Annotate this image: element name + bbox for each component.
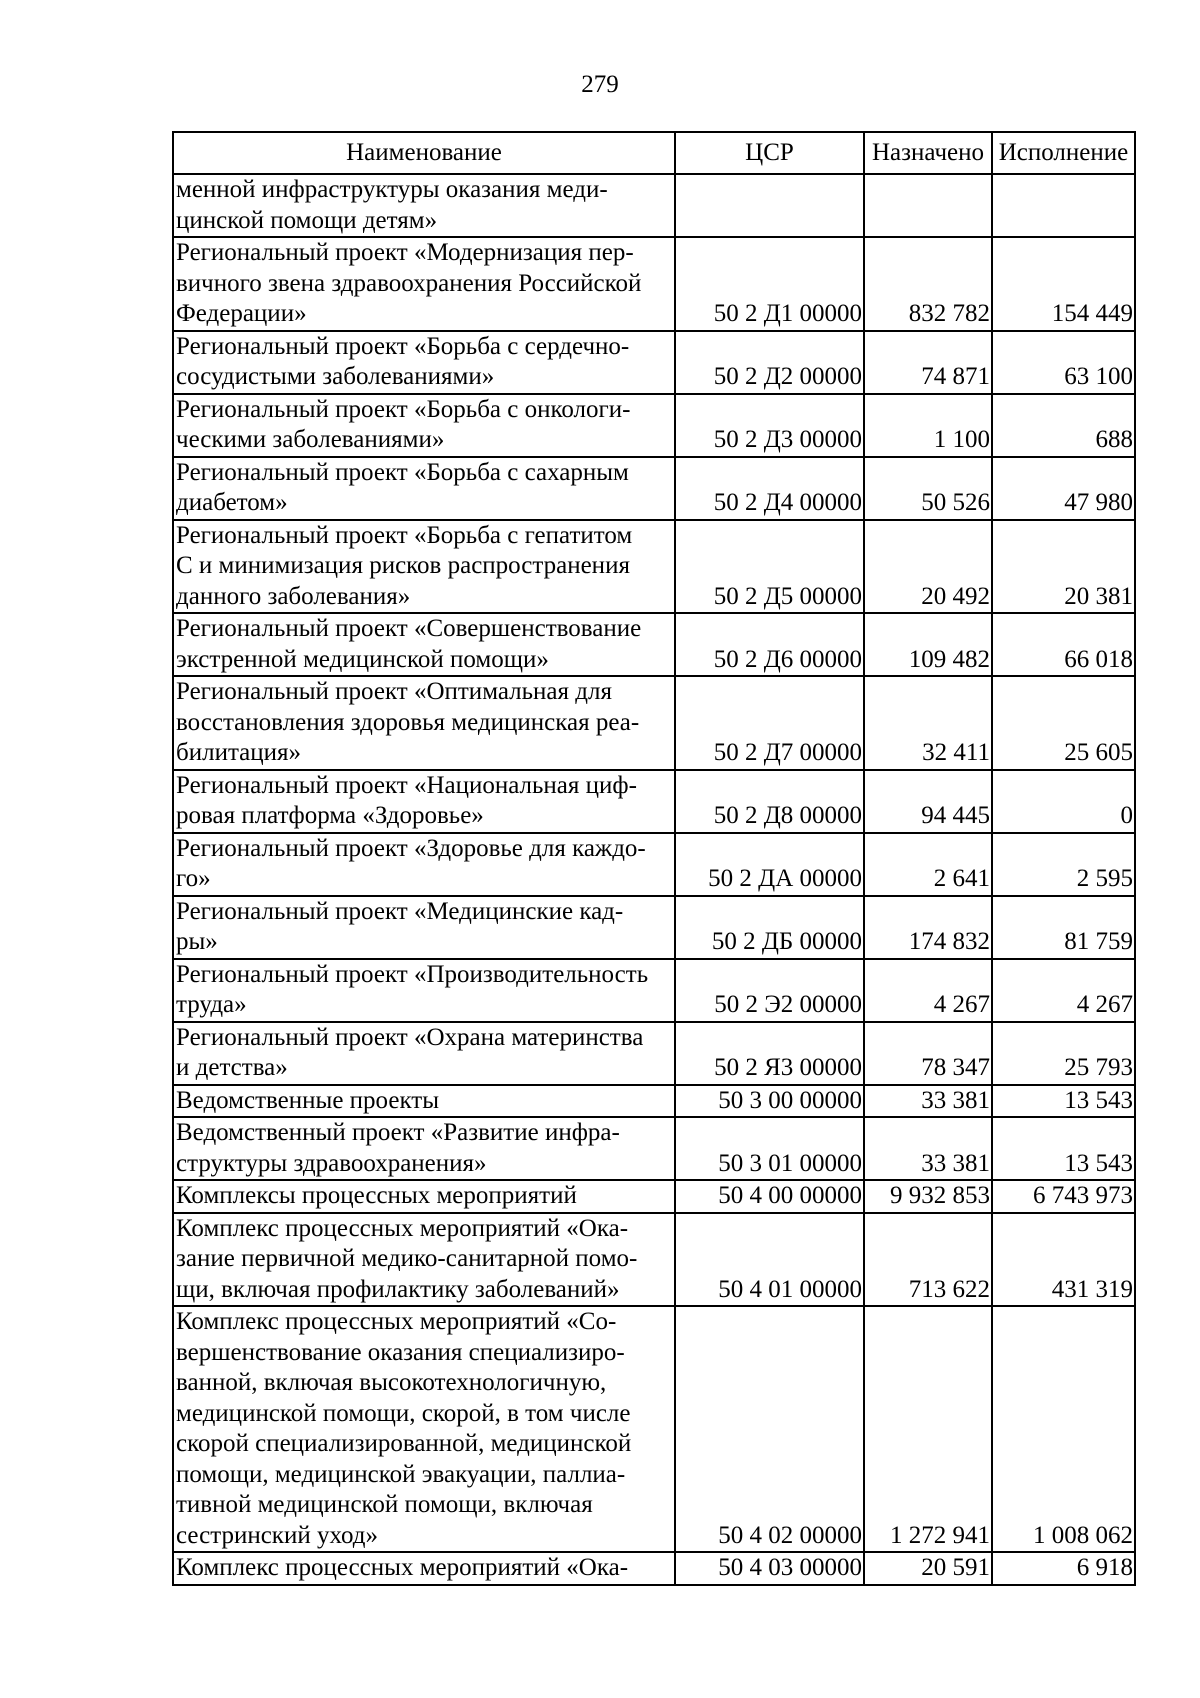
table-row xyxy=(173,1180,1135,1213)
row-code-cell: 50 4 03 00000 xyxy=(675,1552,864,1585)
table-row xyxy=(173,1117,1135,1180)
row-name-cell: Региональный проект «Охрана материнства и детства» xyxy=(173,1022,675,1085)
row-code-cell: 50 4 02 00000 xyxy=(675,1306,864,1552)
row-executed-cell: 25 605 xyxy=(992,676,1135,770)
table-body xyxy=(173,174,1135,1585)
row-name-cell: Региональный проект «Совершенствование экстренной медицинской помощи» xyxy=(173,613,675,676)
row-assigned-cell: 109 482 xyxy=(864,613,992,676)
row-code-cell: 50 2 Д6 00000 xyxy=(675,613,864,676)
row-name-cell: Региональный проект «Борьба с гепатитом С и минимизация рисков распространения данного заболевания» xyxy=(173,520,675,614)
row-name-cell: Региональный проект «Борьба с онкологи- ческими заболеваниями» xyxy=(173,394,675,457)
row-assigned-cell: 74 871 xyxy=(864,331,992,394)
row-executed-cell: 6 918 xyxy=(992,1552,1135,1585)
row-code-cell: 50 2 Д5 00000 xyxy=(675,520,864,614)
row-code-cell: 50 3 00 00000 xyxy=(675,1085,864,1118)
row-code-cell: 50 3 01 00000 xyxy=(675,1117,864,1180)
row-name-cell: Ведомственные проекты xyxy=(173,1085,675,1118)
table-row xyxy=(173,174,1135,237)
row-assigned-cell: 78 347 xyxy=(864,1022,992,1085)
row-name-cell: Комплекс процессных мероприятий «Ока- зание первичной медико-санитарной помо- щи, включая профилактику заболеваний» xyxy=(173,1213,675,1307)
table-row xyxy=(173,237,1135,331)
row-assigned-cell: 832 782 xyxy=(864,237,992,331)
row-executed-cell: 0 xyxy=(992,770,1135,833)
row-executed-cell: 4 267 xyxy=(992,959,1135,1022)
row-code-cell: 50 2 ДБ 00000 xyxy=(675,896,864,959)
table-row xyxy=(173,520,1135,614)
table-row xyxy=(173,833,1135,896)
row-executed-cell: 688 xyxy=(992,394,1135,457)
row-assigned-cell: 1 100 xyxy=(864,394,992,457)
row-code-cell: 50 2 Я3 00000 xyxy=(675,1022,864,1085)
table-row xyxy=(173,1306,1135,1552)
row-name-cell: Региональный проект «Медицинские кад- ры» xyxy=(173,896,675,959)
row-code-cell: 50 2 Д2 00000 xyxy=(675,331,864,394)
row-executed-cell: 66 018 xyxy=(992,613,1135,676)
row-executed-cell: 2 595 xyxy=(992,833,1135,896)
row-name-cell: Региональный проект «Производительность труда» xyxy=(173,959,675,1022)
row-name-cell: Региональный проект «Национальная циф- ровая платформа «Здоровье» xyxy=(173,770,675,833)
header-executed: Исполнение xyxy=(992,132,1135,174)
row-assigned-cell: 94 445 xyxy=(864,770,992,833)
table-row xyxy=(173,613,1135,676)
page-number: 279 xyxy=(581,71,619,98)
row-code-cell: 50 2 ДА 00000 xyxy=(675,833,864,896)
header-name: Наименование xyxy=(173,132,675,174)
row-code-cell xyxy=(675,174,864,237)
row-assigned-cell: 32 411 xyxy=(864,676,992,770)
row-code-cell: 50 2 Д3 00000 xyxy=(675,394,864,457)
table-row xyxy=(173,394,1135,457)
row-code-cell: 50 2 Д8 00000 xyxy=(675,770,864,833)
table-row xyxy=(173,457,1135,520)
row-name-cell: Ведомственный проект «Развитие инфра- структуры здравоохранения» xyxy=(173,1117,675,1180)
row-assigned-cell: 33 381 xyxy=(864,1085,992,1118)
table-row xyxy=(173,1213,1135,1307)
row-executed-cell: 81 759 xyxy=(992,896,1135,959)
row-assigned-cell: 2 641 xyxy=(864,833,992,896)
budget-execution-table xyxy=(172,131,1136,1586)
row-assigned-cell: 50 526 xyxy=(864,457,992,520)
row-assigned-cell: 174 832 xyxy=(864,896,992,959)
table-row xyxy=(173,1085,1135,1118)
row-assigned-cell: 713 622 xyxy=(864,1213,992,1307)
row-code-cell: 50 2 Д7 00000 xyxy=(675,676,864,770)
header-code: ЦСР xyxy=(675,132,864,174)
row-executed-cell: 6 743 973 xyxy=(992,1180,1135,1213)
row-assigned-cell: 20 591 xyxy=(864,1552,992,1585)
row-code-cell: 50 4 00 00000 xyxy=(675,1180,864,1213)
row-assigned-cell: 9 932 853 xyxy=(864,1180,992,1213)
row-name-cell: Региональный проект «Борьба с сердечно- сосудистыми заболеваниями» xyxy=(173,331,675,394)
row-code-cell: 50 2 Д1 00000 xyxy=(675,237,864,331)
row-code-cell: 50 2 Д4 00000 xyxy=(675,457,864,520)
row-assigned-cell: 33 381 xyxy=(864,1117,992,1180)
table-row xyxy=(173,676,1135,770)
row-executed-cell: 47 980 xyxy=(992,457,1135,520)
table-row xyxy=(173,331,1135,394)
row-executed-cell: 25 793 xyxy=(992,1022,1135,1085)
row-code-cell: 50 4 01 00000 xyxy=(675,1213,864,1307)
row-code-cell: 50 2 Э2 00000 xyxy=(675,959,864,1022)
row-assigned-cell: 1 272 941 xyxy=(864,1306,992,1552)
row-name-cell: менной инфраструктуры оказания меди- цинской помощи детям» xyxy=(173,174,675,237)
row-executed-cell: 431 319 xyxy=(992,1213,1135,1307)
row-name-cell: Региональный проект «Оптимальная для восстановления здоровья медицинская реа- билитация» xyxy=(173,676,675,770)
table-header-row xyxy=(173,132,1135,174)
row-executed-cell: 154 449 xyxy=(992,237,1135,331)
table-row xyxy=(173,959,1135,1022)
table-row xyxy=(173,1552,1135,1585)
table-row xyxy=(173,770,1135,833)
row-executed-cell: 20 381 xyxy=(992,520,1135,614)
row-assigned-cell xyxy=(864,174,992,237)
row-name-cell: Региональный проект «Борьба с сахарным диабетом» xyxy=(173,457,675,520)
row-name-cell: Региональный проект «Модернизация пер- вичного звена здравоохранения Российской Федерации» xyxy=(173,237,675,331)
row-name-cell: Комплексы процессных мероприятий xyxy=(173,1180,675,1213)
row-executed-cell: 1 008 062 xyxy=(992,1306,1135,1552)
row-name-cell: Региональный проект «Здоровье для каждо- го» xyxy=(173,833,675,896)
row-assigned-cell: 20 492 xyxy=(864,520,992,614)
row-name-cell: Комплекс процессных мероприятий «Ока- xyxy=(173,1552,675,1585)
row-assigned-cell: 4 267 xyxy=(864,959,992,1022)
row-name-cell: Комплекс процессных мероприятий «Со- вершенствование оказания специализиро- ванной, включая высокотехнологичную, медицинской помощи, скорой, в том числе скорой специализированной, медицинской помощи, медицинской эвакуации, паллиа- тивной медицинской помощи, включая сестринский уход» xyxy=(173,1306,675,1552)
row-executed-cell: 13 543 xyxy=(992,1085,1135,1118)
header-assigned: Назначено xyxy=(864,132,992,174)
table-row xyxy=(173,1022,1135,1085)
row-executed-cell: 13 543 xyxy=(992,1117,1135,1180)
row-executed-cell: 63 100 xyxy=(992,331,1135,394)
table-row xyxy=(173,896,1135,959)
row-executed-cell xyxy=(992,174,1135,237)
